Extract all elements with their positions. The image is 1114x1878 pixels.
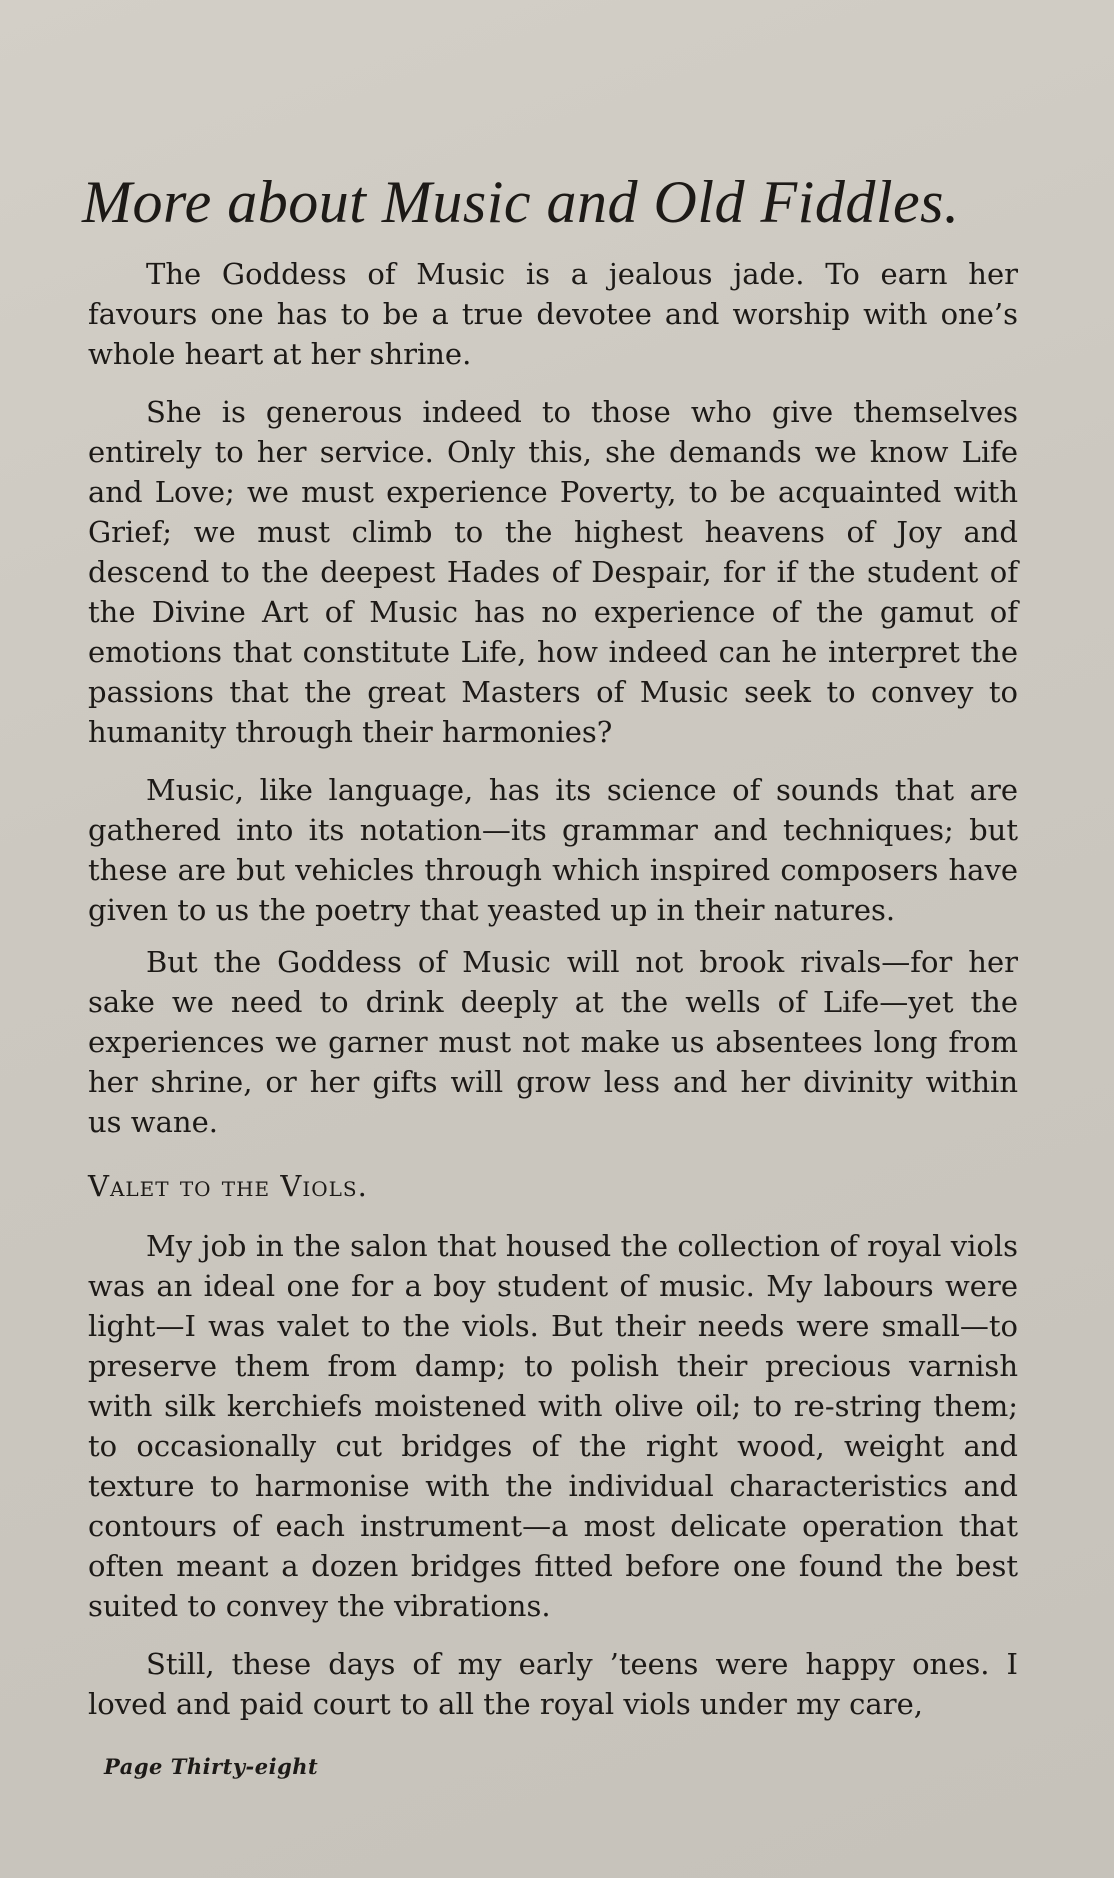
- paragraph-1: The Goddess of Music is a jealous jade. To earn her favours one has to be a true devotee and worship with one’s whole heart at her shrine.: [88, 257, 1018, 371]
- paragraph-2: She is generous indeed to those who give themselves entirely to her service. Only this, she demands we know Life and Love; we must experience Poverty, to be acquainted with Grief; we must climb to the highest heavens of Joy and descend to the deepest Hades of Despair, for if the student of the Divine Art of Music has no experience of the gamut of emotions that constitute Life, how indeed can he interpret the passions that the great Masters of Music seek to convey to humanity through their harmonies?: [88, 395, 1018, 749]
- paragraph-3: Music, like language, has its science of sounds that are gathered into its notation—its grammar and techniques; but these are but vehicles through which inspired composers have given to us the poetry that yeasted up in their natures.: [88, 773, 1018, 927]
- page-number: Page Thirty-eight: [104, 1754, 319, 1779]
- page-title: More about Music and Old Fiddles.: [82, 169, 960, 235]
- paragraph-4: But the Goddess of Music will not brook rivals—for her sake we need to drink deeply at the wells of Life—yet the experiences we garner must not make us absentees long from her shrine, or her gifts will grow less and her divinity within us wane.: [88, 945, 1018, 1139]
- page-body: [88, 254, 1018, 1742]
- section-heading: Valet to the Viols.: [88, 1169, 368, 1203]
- paragraph-5: My job in the salon that housed the collection of royal viols was an ideal one for a boy student of music. My labours were light—I was valet to the viols. But their needs were small—to preserve them from damp; to polish their precious varnish with silk kerchiefs moistened with olive oil; to re-string them; to occasionally cut bridges of the right wood, weight and texture to harmonise with the individual characteristics and contours of each instrument—a most delicate operation that often meant a dozen bridges fitted before one found the best suited to convey the vibrations.: [88, 1229, 1018, 1623]
- paragraph-6: Still, these days of my early ’teens were happy ones. I loved and paid court to all the royal viols under my care,: [88, 1647, 1018, 1721]
